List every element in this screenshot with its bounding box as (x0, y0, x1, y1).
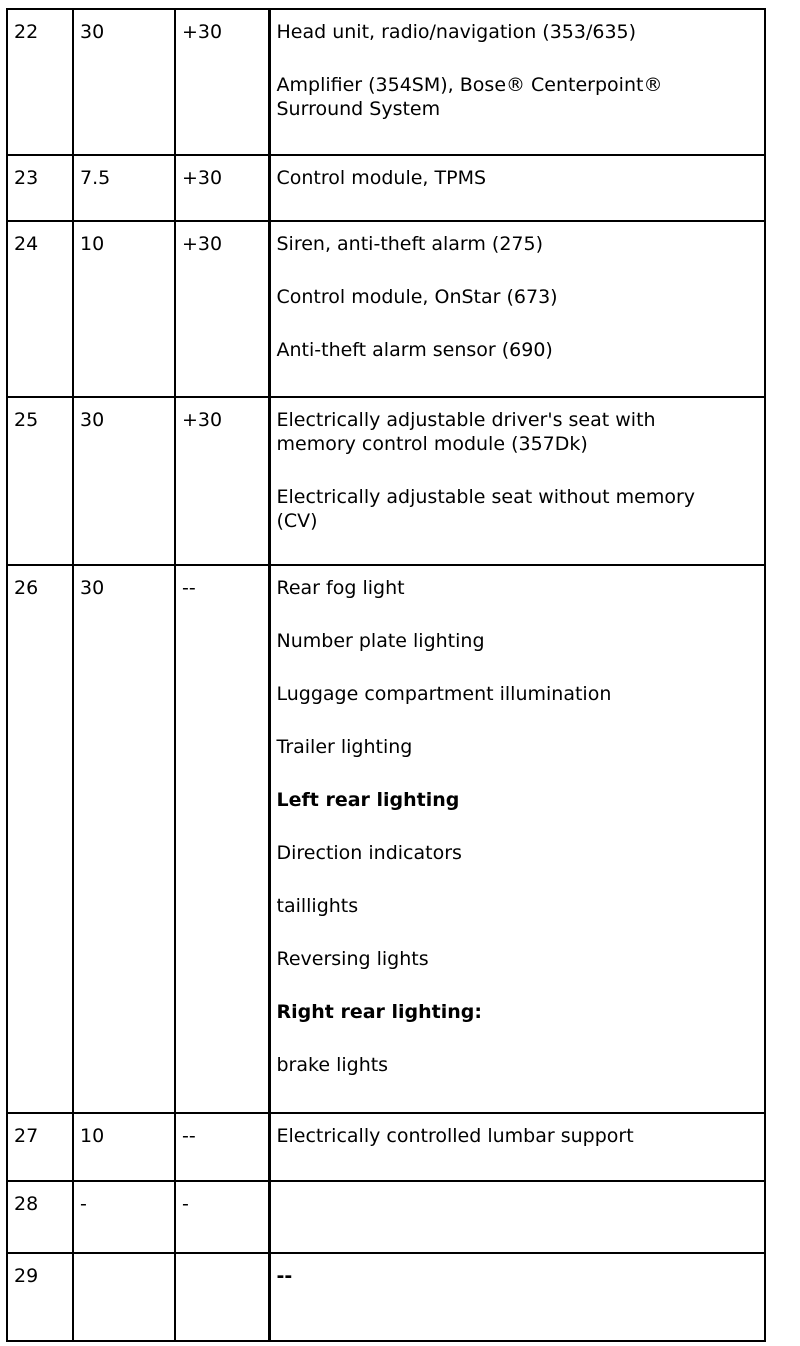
description-line: Electrically adjustable seat without memory (CV) (276, 486, 696, 532)
fuse-rating: - (73, 1181, 175, 1253)
fuse-number: 22 (7, 9, 73, 155)
fuse-circuit (175, 1253, 269, 1341)
fuse-circuit: -- (175, 1113, 269, 1181)
description-line: brake lights (276, 1054, 389, 1076)
fuse-circuit: +30 (175, 9, 269, 155)
fuse-circuit: -- (175, 565, 269, 1113)
description-line: Control module, OnStar (673) (276, 286, 558, 308)
table-row (7, 1113, 765, 1181)
table-row (7, 565, 765, 1113)
fuse-table (6, 8, 766, 1342)
fuse-rating: 30 (73, 397, 175, 565)
description-line: Electrically adjustable driver's seat with memory control module (357Dk) (276, 409, 656, 455)
fuse-number: 26 (7, 565, 73, 1113)
fuse-rating: 7.5 (73, 155, 175, 221)
fuse-description (269, 221, 765, 397)
fuse-description (269, 9, 765, 155)
description-line: Trailer lighting (276, 736, 413, 758)
fuse-circuit: +30 (175, 397, 269, 565)
fuse-description (269, 397, 765, 565)
fuse-rating (73, 1253, 175, 1341)
section-heading: Left rear lighting (276, 789, 460, 811)
fuse-circuit: - (175, 1181, 269, 1253)
fuse-number: 27 (7, 1113, 73, 1181)
table-row (7, 1253, 765, 1341)
fuse-description (269, 1181, 765, 1253)
description-line: Reversing lights (276, 948, 429, 970)
table-row (7, 221, 765, 397)
fuse-rating: 10 (73, 221, 175, 397)
fuse-number: 28 (7, 1181, 73, 1253)
fuse-description (269, 565, 765, 1113)
section-heading: Right rear lighting: (276, 1001, 483, 1023)
description-line: Rear fog light (276, 577, 405, 599)
description-line: Amplifier (354SM), Bose® Centerpoint® Surround System (276, 74, 663, 120)
table-row (7, 155, 765, 221)
fuse-rating: 10 (73, 1113, 175, 1181)
fuse-circuit: +30 (175, 221, 269, 397)
fuse-number: 29 (7, 1253, 73, 1341)
description-line: taillights (276, 895, 359, 917)
table-row (7, 397, 765, 565)
description-line: Anti-theft alarm sensor (690) (276, 339, 553, 361)
fuse-circuit: +30 (175, 155, 269, 221)
description-line: Head unit, radio/navigation (353/635) (276, 21, 637, 43)
fuse-description (269, 155, 765, 221)
fuse-number: 25 (7, 397, 73, 565)
fuse-number: 24 (7, 221, 73, 397)
table-row (7, 9, 765, 155)
fuse-description (269, 1253, 765, 1341)
description-line: Control module, TPMS (276, 167, 487, 189)
description-line: Electrically controlled lumbar support (276, 1125, 634, 1147)
fuse-rating: 30 (73, 9, 175, 155)
fuse-rating: 30 (73, 565, 175, 1113)
table-row (7, 1181, 765, 1253)
fuse-description (269, 1113, 765, 1181)
section-heading: -- (276, 1265, 293, 1287)
description-line: Siren, anti-theft alarm (275) (276, 233, 544, 255)
description-line: Number plate lighting (276, 630, 485, 652)
fuse-table-body (7, 9, 765, 1341)
description-line: Luggage compartment illumination (276, 683, 612, 705)
fuse-number: 23 (7, 155, 73, 221)
description-line: Direction indicators (276, 842, 462, 864)
